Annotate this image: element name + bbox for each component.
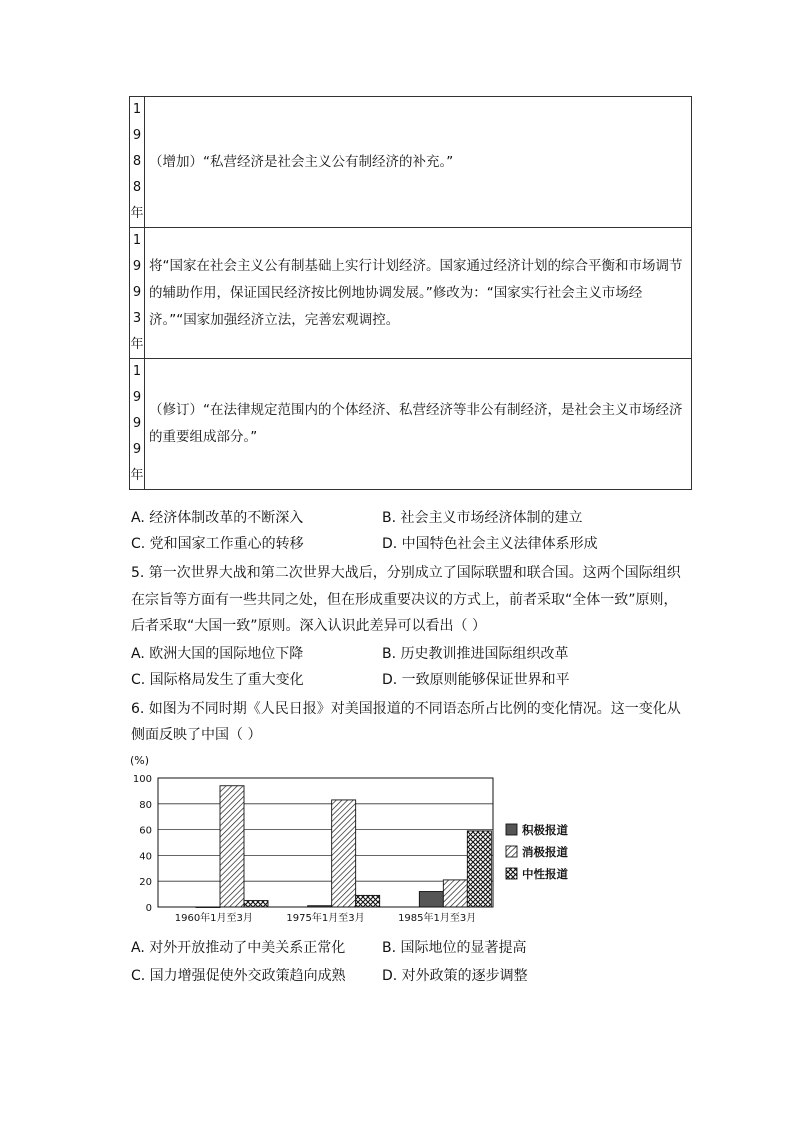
legend-label: 积极报道 (522, 823, 568, 837)
q6-stem-line: 6. 如图为不同时期《人民日报》对美国报道的不同语态所占比例的变化情况。这一变化从 (131, 701, 681, 717)
q5-stem-line: 后者采取“大国一致”原则。深入认识此差异可以看出（ ） (131, 618, 486, 634)
year-char: 年 (130, 468, 144, 483)
bar-2 (332, 800, 356, 907)
y-tick-label: 60 (139, 825, 152, 837)
legend-label: 消极报道 (522, 845, 568, 859)
year-char: 3 (132, 311, 142, 326)
q6-option-d[interactable]: D. 对外政策的逐步调整 (382, 968, 528, 984)
y-unit-label: (%) (130, 754, 150, 767)
legend (506, 823, 568, 881)
q5-option-a[interactable]: A. 欧洲大国的国际地位下降 (131, 646, 304, 662)
year-char: 年 (130, 337, 144, 352)
report-tone-bar-chart (118, 752, 588, 932)
bar-1 (419, 892, 443, 907)
legend-label: 中性报道 (522, 867, 568, 881)
table-row (130, 359, 692, 490)
q4-option-a[interactable]: A. 经济体制改革的不断深入 (131, 510, 304, 526)
q5-stem-line: 5. 第一次世界大战和第二次世界大战后，分别成立了国际联盟和联合国。这两个国际组织 (131, 565, 681, 581)
x-tick-label: 1960年1月至3月 (174, 913, 253, 924)
year-char: 1 (132, 233, 142, 248)
q4-option-d[interactable]: D. 中国特色社会主义法律体系形成 (382, 536, 598, 552)
q5-option-b[interactable]: B. 历史教训推进国际组织改革 (382, 646, 569, 662)
content-cell: 将“国家在社会主义公有制基础上实行计划经济。国家通过经济计划的综合平衡和市场调节的辅助作用，保证国民经济按比例地协调发展。”修改为：“国家实行社会主义市场经济。”“国家加强经济立法，完善宏观调控。 (145, 228, 692, 359)
y-tick-label: 20 (139, 877, 152, 889)
q5-option-d[interactable]: D. 一致原则能够保证世界和平 (382, 672, 570, 688)
x-tick-label: 1975年1月至3月 (286, 913, 365, 924)
q4-option-b[interactable]: B. 社会主义市场经济体制的建立 (382, 510, 583, 526)
year-char: 年 (130, 206, 144, 221)
year-char: 9 (132, 259, 142, 274)
plot-frame (158, 778, 493, 907)
year-char: 8 (132, 180, 142, 195)
year-char: 1 (132, 364, 142, 379)
year-cell (130, 97, 145, 228)
legend-swatch (506, 868, 517, 879)
content-cell: （增加）“私营经济是社会主义公有制经济的补充。” (145, 97, 692, 228)
year-cell (130, 359, 145, 490)
year-char: 9 (132, 390, 142, 405)
table-row (130, 228, 692, 359)
q6-stem-line: 侧面反映了中国（ ） (131, 727, 262, 743)
q4-option-c[interactable]: C. 党和国家工作重心的转移 (131, 536, 304, 552)
q5-option-c[interactable]: C. 国际格局发生了重大变化 (131, 672, 304, 688)
x-tick-label: 1985年1月至3月 (398, 913, 477, 924)
year-char: 9 (132, 416, 142, 431)
q5-stem-line: 在宗旨等方面有一些共同之处，但在形成重要决议的方式上，前者采取“全体一致”原则， (131, 592, 678, 608)
grid-layer (158, 804, 493, 881)
table-row (130, 97, 692, 228)
year-char: 9 (132, 442, 142, 457)
bar-2 (220, 786, 244, 907)
legend-swatch (506, 846, 517, 857)
year-char: 9 (132, 285, 142, 300)
bar-3 (356, 895, 380, 907)
bar-2 (443, 880, 467, 907)
y-tick-label: 0 (145, 903, 152, 914)
bar-3 (244, 901, 268, 907)
y-tick-label: 100 (132, 774, 152, 785)
year-char: 1 (132, 102, 142, 117)
y-tick-label: 40 (139, 851, 152, 863)
q6-option-b[interactable]: B. 国际地位的显著提高 (382, 940, 527, 956)
bar-3 (467, 831, 491, 907)
q6-option-c[interactable]: C. 国力增强促使外交政策趋向成熟 (131, 968, 346, 984)
year-char: 8 (132, 154, 142, 169)
y-tick-label: 80 (139, 799, 152, 811)
content-cell: （修订）“在法律规定范围内的个体经济、私营经济等非公有制经济，是社会主义市场经济的重要组成部分。” (145, 359, 692, 490)
year-cell (130, 228, 145, 359)
constitution-amendment-table (129, 96, 692, 490)
q6-option-a[interactable]: A. 对外开放推动了中美关系正常化 (131, 940, 346, 956)
year-char: 9 (132, 128, 142, 143)
legend-swatch (506, 824, 517, 835)
